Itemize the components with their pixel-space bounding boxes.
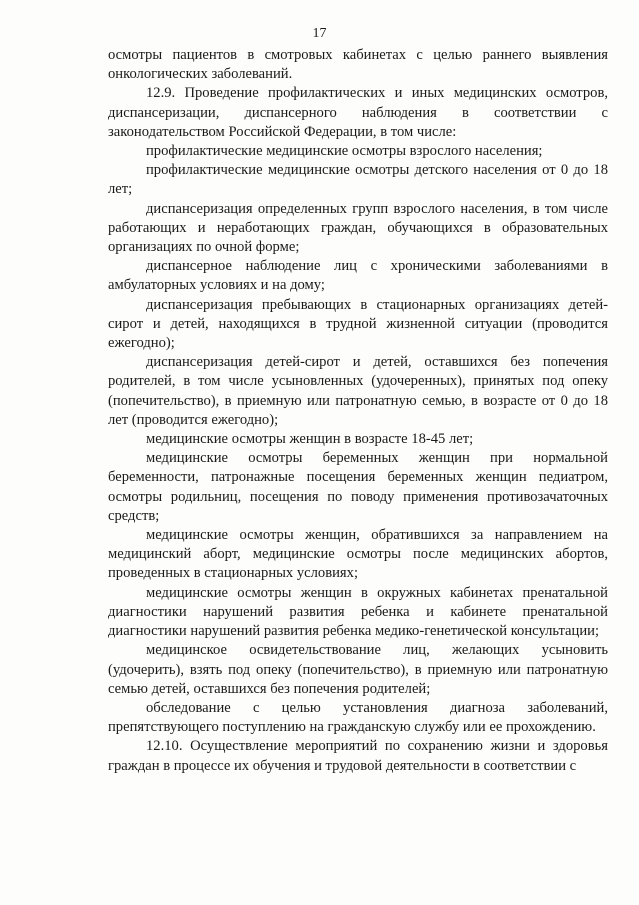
list-item: профилактические медицинские осмотры детского населения от 0 до 18 лет; — [108, 162, 608, 198]
paragraph: осмотры пациентов в смотровых кабинетах с целью раннего выявления онкологических заболеваний. — [108, 47, 608, 83]
document-body — [108, 46, 608, 776]
page-number: 17 — [312, 26, 327, 41]
list-item: профилактические медицинские осмотры взрослого населения; — [146, 143, 543, 160]
paragraph: 12.10. Осуществление мероприятий по сохранению жизни и здоровья граждан в процессе их обучения и трудовой деятельности в соответствии с — [108, 738, 608, 774]
list-item: медицинские осмотры женщин в возрасте 18-45 лет; — [146, 431, 474, 448]
list-item: диспансеризация определенных групп взрослого населения, в том числе работающих и неработающих граждан, обучающихся в образовательных организациях по очной форме; — [108, 200, 608, 256]
list-item: медицинское освидетельствование лиц, желающих усыновить (удочерить), взять под опеку (попечительство), в приемную или патронатную семью детей, оставшихся без попечения родителей; — [108, 642, 608, 697]
list-item: медицинские осмотры женщин, обратившихся за направлением на медицинский аборт, медицинские осмотры после медицинских абортов, проведенных в стационарных условиях; — [108, 527, 608, 582]
list-item: медицинские осмотры женщин в окружных кабинетах пренатальной диагностики нарушений развития ребенка и кабинете пренатальной диагностики нарушений развития ребенка медико-генетической консультации; — [108, 584, 608, 640]
list-item: медицинские осмотры беременных женщин при нормальной беременности, патронажные посещения беременных женщин педиатром, осмотры родильниц, посещения по поводу применения противозачаточных средств; — [108, 450, 608, 524]
list-item: обследование с целью установления диагноза заболеваний, препятствующего поступлению на гражданскую службу или ее прохождению. — [108, 699, 608, 736]
list-item: диспансеризация пребывающих в стационарных организациях детей-сирот и детей, находящихся в трудной жизненной ситуации (проводится ежегодно); — [108, 296, 608, 352]
list-item: диспансерное наблюдение лиц с хроническими заболеваниями в амбулаторных условиях и на дому; — [108, 258, 608, 294]
list-item: диспансеризация детей-сирот и детей, оставшихся без попечения родителей, в том числе усыновленных (удочеренных), принятых под опеку (попечительство), в приемную или патронатную семью, в возрасте от 0 до 18 лет (проводится ежегодно); — [108, 354, 608, 428]
paragraph: 12.9. Проведение профилактических и иных медицинских осмотров, диспансеризации, диспансерного наблюдения в соответствии с законодательством Российской Федерации, в том числе: — [108, 85, 608, 140]
